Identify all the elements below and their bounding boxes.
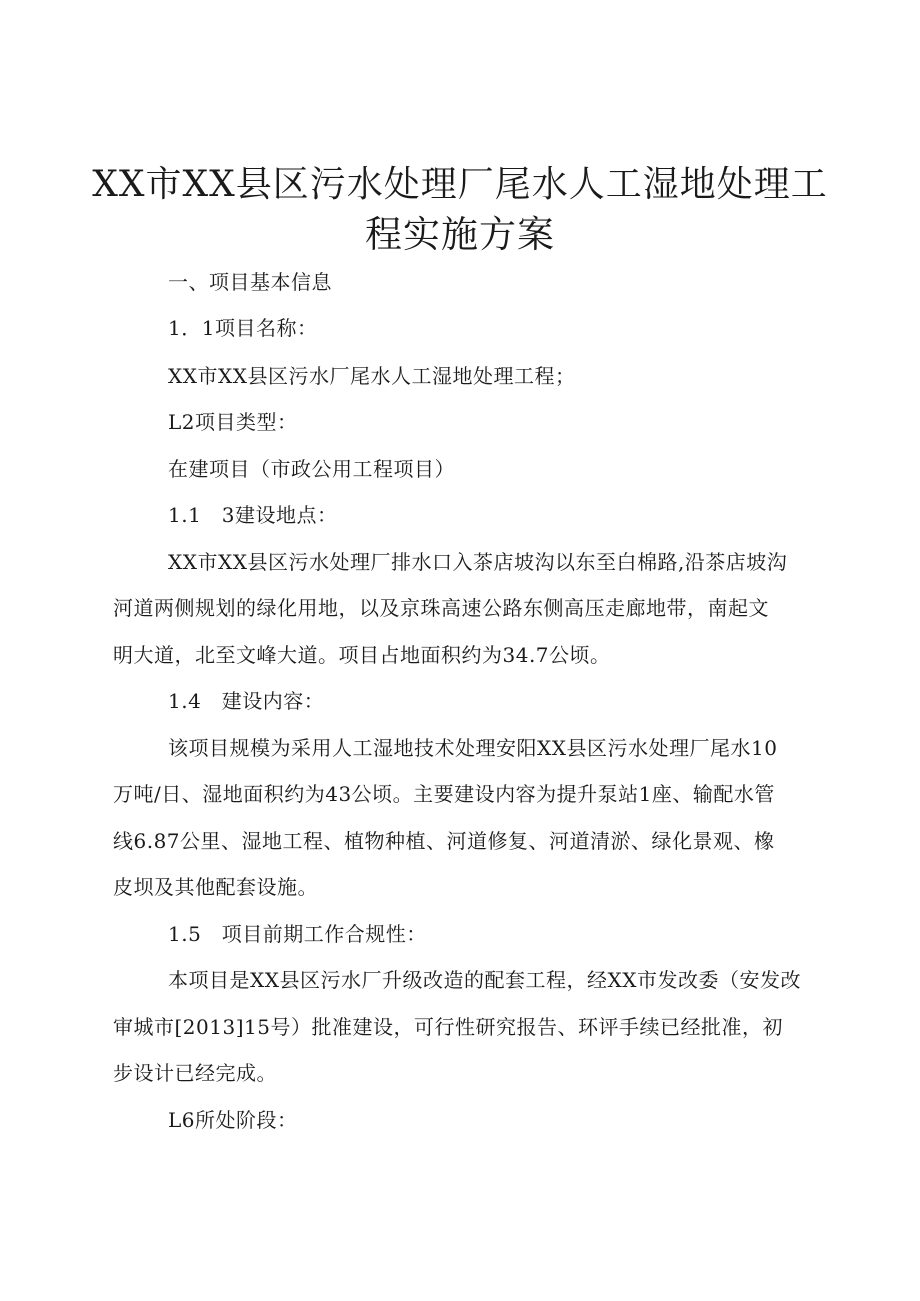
item-1-4-text-line-3: 线6.87公里、湿地工程、植物种植、河道修复、河道清淤、绿化景观、橡	[113, 829, 775, 853]
item-1-6-heading: L6所处阶段：	[168, 1108, 298, 1132]
item-1-1-heading: 1．1项目名称：	[168, 316, 318, 340]
item-1-3-heading: 1.1 3建设地点：	[168, 503, 338, 527]
item-1-4-text-line-4: 皮坝及其他配套设施。	[113, 875, 318, 899]
item-1-1-text: XX市XX县区污水厂尾水人工湿地处理工程；	[168, 364, 576, 388]
item-1-3-text-line-1: XX市XX县区污水处理厂排水口入茶店坡沟以东至白棉路,沿茶店坡沟	[168, 550, 788, 574]
document-title-line-1: XX市XX县区污水处理厂尾水人工湿地处理工	[92, 164, 828, 205]
item-1-3-text-line-2: 河道两侧规划的绿化用地，以及京珠高速公路东侧高压走廊地带，南起文	[113, 596, 769, 620]
item-1-5-text-line-3: 步设计已经完成。	[113, 1061, 277, 1085]
document-title-line-2: 程实施方案	[365, 213, 555, 256]
item-1-2-heading: L2项目类型：	[168, 410, 298, 434]
item-1-4-heading: 1.4 建设内容：	[168, 689, 325, 713]
item-1-4-text-line-2: 万吨/日、湿地面积约为43公顷。主要建设内容为提升泵站1座、输配水管	[113, 782, 775, 806]
item-1-5-heading: 1.5 项目前期工作合规性：	[168, 922, 427, 946]
item-1-5-text-line-2: 审城市[2013]15号）批准建设，可行性研究报告、环评手续已经批准，初	[113, 1015, 783, 1039]
item-1-5-text-line-1: 本项目是XX县区污水厂升级改造的配套工程，经XX市发改委（安发改	[168, 968, 801, 992]
item-1-3-text-line-3: 明大道，北至文峰大道。项目占地面积约为34.7公顷。	[113, 643, 611, 667]
item-1-2-text: 在建项目（市政公用工程项目）	[168, 457, 455, 481]
section-heading-project-info: 一、项目基本信息	[168, 270, 332, 294]
item-1-4-text-line-1: 该项目规模为采用人工湿地技术处理安阳XX县区污水处理厂尾水10	[168, 736, 778, 760]
